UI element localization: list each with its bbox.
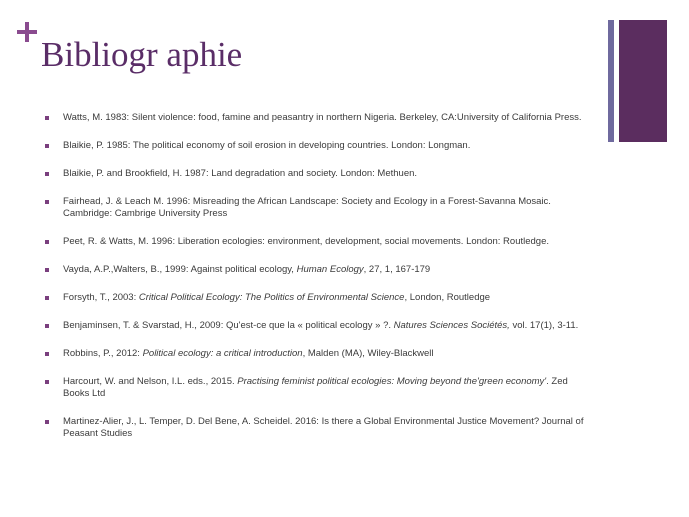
bullet-icon bbox=[45, 200, 49, 204]
bullet-icon bbox=[45, 296, 49, 300]
bibliography-item bbox=[44, 292, 589, 304]
bibliography-text bbox=[63, 112, 582, 123]
slide-title: Bibliogr aphie bbox=[41, 35, 243, 74]
bibliography-item bbox=[44, 348, 589, 360]
plus-icon bbox=[17, 22, 37, 42]
text-segment: Martinez-Alier, J., L. Temper, D. Del Bene, A. Scheidel. 2016: Is there a Global Environmental Justice Movement? Journal of Peasant Studies bbox=[63, 416, 584, 439]
italic-segment: Critical Political Ecology: The Politics of Environmental Science bbox=[138, 292, 405, 303]
bullet-icon bbox=[45, 420, 49, 424]
text-segment: Peet, R. & Watts, M. 1996: Liberation ecologies: environment, development, social movements. London: Routledge. bbox=[63, 236, 549, 247]
bibliography-text bbox=[63, 376, 568, 399]
bibliography-item bbox=[44, 140, 589, 152]
italic-segment: Natures Sciences Sociétés, bbox=[393, 320, 510, 331]
accent-bar-wide bbox=[619, 20, 667, 142]
bibliography-item bbox=[44, 264, 589, 276]
text-segment: Harcourt, W. and Nelson, I.L. eds., 2015. bbox=[63, 376, 238, 387]
bibliography-item bbox=[44, 112, 589, 124]
text-segment: . Zed Books Ltd bbox=[63, 376, 568, 399]
bibliography-text bbox=[63, 168, 417, 179]
bibliography-text bbox=[63, 264, 430, 275]
bibliography-text bbox=[63, 236, 549, 247]
italic-segment: Practising feminist political ecologies: Moving beyond the'green economy' bbox=[237, 376, 547, 387]
bibliography-text bbox=[63, 416, 583, 439]
bullet-icon bbox=[45, 240, 49, 244]
text-segment: Robbins, P., 2012: bbox=[63, 348, 143, 359]
bibliography-text bbox=[63, 140, 470, 151]
text-segment: Benjaminsen, T. & Svarstad, H., 2009: Qu'est-ce que la « political ecology » ?. bbox=[63, 320, 394, 331]
bibliography-text bbox=[63, 320, 578, 331]
bibliography-item bbox=[44, 236, 589, 248]
text-segment: Watts, M. 1983: Silent violence: food, famine and peasantry in northern Nigeria. Berkeley, CA:University of California Press. bbox=[63, 112, 582, 123]
text-segment: Fairhead, J. & Leach M. 1996: Misreading the African Landscape: Society and Ecology in a Forest-Savanna Mosaic. Cambridge: Cambrige University Press bbox=[63, 196, 551, 219]
bullet-icon bbox=[45, 324, 49, 328]
text-segment: vol. 17(1), 3-11. bbox=[509, 320, 579, 331]
text-segment: Blaikie, P. and Brookfield, H. 1987: Land degradation and society. London: Methuen. bbox=[63, 168, 418, 179]
bibliography-item bbox=[44, 376, 589, 400]
bibliography-text bbox=[63, 348, 434, 359]
bibliography-list bbox=[44, 112, 589, 456]
italic-segment: Human Ecology bbox=[296, 264, 364, 275]
plus-icon-vertical bbox=[25, 22, 29, 42]
text-segment: , Malden (MA), Wiley-Blackwell bbox=[302, 348, 434, 359]
bullet-icon bbox=[45, 144, 49, 148]
accent-bar-thin bbox=[608, 20, 614, 142]
text-segment: Forsyth, T., 2003: bbox=[63, 292, 139, 303]
bullet-icon bbox=[45, 172, 49, 176]
bibliography-text bbox=[63, 196, 551, 219]
text-segment: , 27, 1, 167-179 bbox=[363, 264, 431, 275]
bibliography-item bbox=[44, 416, 589, 440]
bullet-icon bbox=[45, 380, 49, 384]
bibliography-item bbox=[44, 196, 589, 220]
bullet-icon bbox=[45, 352, 49, 356]
text-segment: Vayda, A.P.,Walters, B., 1999: Against political ecology, bbox=[63, 264, 297, 275]
text-segment: Blaikie, P. 1985: The political economy of soil erosion in developing countries. London: Longman. bbox=[63, 140, 471, 151]
bibliography-text bbox=[63, 292, 490, 303]
italic-segment: Political ecology: a critical introduction bbox=[142, 348, 303, 359]
bibliography-item bbox=[44, 168, 589, 180]
bibliography-item bbox=[44, 320, 589, 332]
bullet-icon bbox=[45, 268, 49, 272]
bullet-icon bbox=[45, 116, 49, 120]
text-segment: , London, Routledge bbox=[404, 292, 491, 303]
